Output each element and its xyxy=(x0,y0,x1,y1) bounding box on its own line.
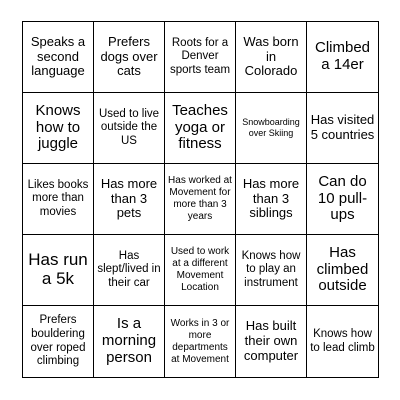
bingo-cell[interactable]: Knows how to juggle xyxy=(23,93,94,164)
bingo-cell[interactable]: Has climbed outside xyxy=(307,235,378,306)
bingo-cell[interactable]: Has visited 5 countries xyxy=(307,93,378,164)
bingo-cell[interactable]: Has more than 3 pets xyxy=(94,164,165,235)
bingo-cell[interactable]: Climbed a 14er xyxy=(307,22,378,93)
bingo-cell[interactable]: Has slept/lived in their car xyxy=(94,235,165,306)
bingo-cell[interactable]: Teaches yoga or fitness xyxy=(165,93,236,164)
bingo-cell[interactable]: Has worked at Movement for more than 3 years xyxy=(165,164,236,235)
bingo-cell[interactable]: Knows how to play an instrument xyxy=(236,235,307,306)
bingo-board xyxy=(22,21,379,378)
bingo-cell[interactable]: Roots for a Denver sports team xyxy=(165,22,236,93)
bingo-cell[interactable]: Can do 10 pull-ups xyxy=(307,164,378,235)
bingo-cell[interactable]: Has more than 3 siblings xyxy=(236,164,307,235)
bingo-cell[interactable]: Used to work at a different Movement Location xyxy=(165,235,236,306)
bingo-cell[interactable]: Snowboarding over Skiing xyxy=(236,93,307,164)
bingo-cell[interactable]: Used to live outside the US xyxy=(94,93,165,164)
bingo-cell[interactable]: Likes books more than movies xyxy=(23,164,94,235)
bingo-cell[interactable]: Prefers dogs over cats xyxy=(94,22,165,93)
bingo-cell[interactable]: Knows how to lead climb xyxy=(310,327,375,354)
bingo-cell[interactable]: Has run a 5k xyxy=(23,235,94,306)
bingo-cell[interactable]: Was born in Colorado xyxy=(236,22,307,93)
bingo-cell[interactable]: Speaks a second language xyxy=(23,22,94,93)
bingo-cell[interactable]: Is a morning person xyxy=(94,306,165,377)
bingo-cell[interactable]: Prefers bouldering over roped climbing xyxy=(23,306,94,377)
bingo-cell[interactable]: Has built their own computer xyxy=(236,306,307,377)
bingo-cell[interactable]: Works in 3 or more departments at Movement xyxy=(165,306,236,377)
